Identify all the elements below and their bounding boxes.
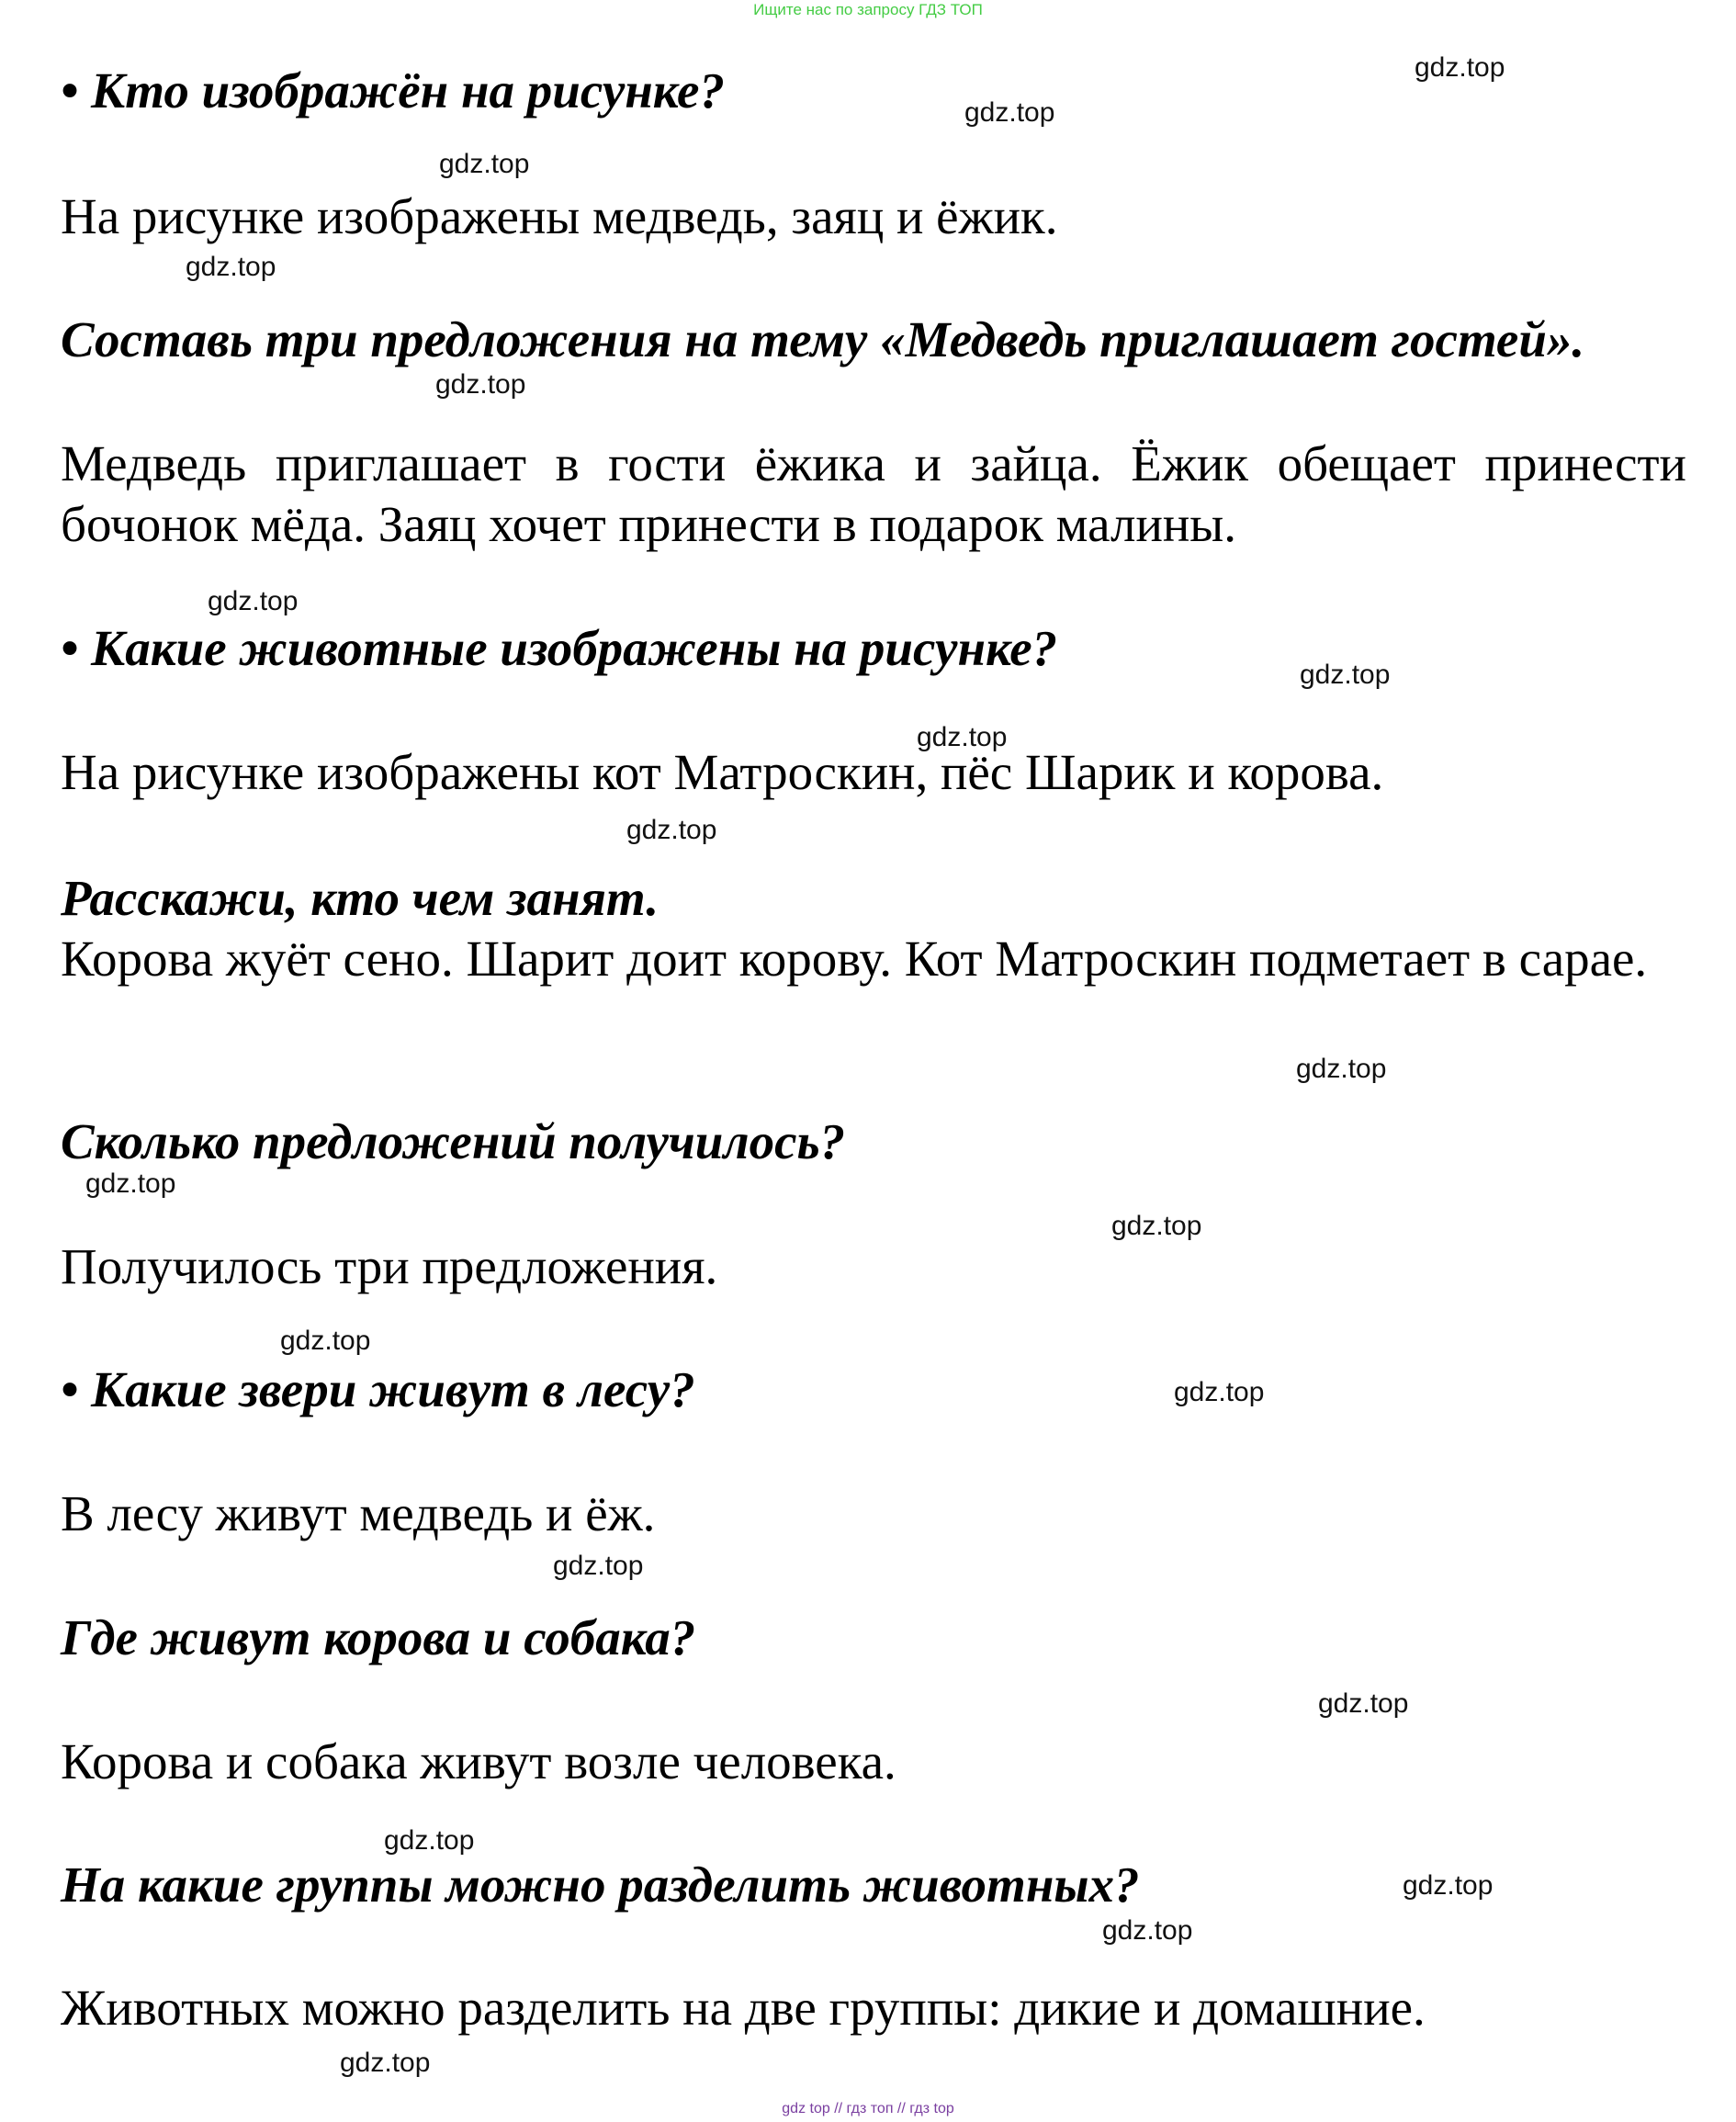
watermark: gdz.top — [1102, 1915, 1193, 1946]
answer-6: В лесу живут медведь и ёж. — [61, 1485, 656, 1541]
answer-7: Корова и собака живут возле человека. — [61, 1733, 896, 1789]
question-8: На какие группы можно разделить животных? — [61, 1857, 1140, 1913]
watermark: gdz.top — [384, 1825, 475, 1856]
answer-5: Получилось три предложения. — [61, 1238, 718, 1294]
answer-3: На рисунке изображены кот Матроскин, пёс Шарик и корова. — [61, 744, 1384, 800]
answer-4: Корова жуёт сено. Шарит доит корову. Кот Матроскин подметает в сарае. — [61, 931, 1648, 987]
question-1: • Кто изображён на рисунке? — [61, 62, 725, 119]
question-3: • Какие животные изображены на рисунке? — [61, 620, 1058, 676]
watermark: gdz.top — [1111, 1211, 1202, 1241]
watermark: gdz.top — [1300, 660, 1391, 690]
watermark: gdz.top — [1318, 1688, 1409, 1719]
watermark: gdz.top — [917, 722, 1008, 752]
watermark: gdz.top — [435, 369, 526, 400]
watermark: gdz.top — [964, 97, 1055, 128]
watermark: gdz.top — [439, 149, 530, 179]
watermark: gdz.top — [553, 1551, 644, 1581]
question-4: Расскажи, кто чем занят. — [61, 870, 659, 926]
question-7: Где живут корова и собака? — [61, 1609, 696, 1665]
search-banner[interactable]: Ищите нас по запросу ГДЗ ТОП — [753, 1, 983, 18]
watermark: gdz.top — [280, 1326, 371, 1356]
answer-1: На рисунке изображены медведь, заяц и ёжик. — [61, 188, 1058, 244]
watermark: gdz.top — [85, 1168, 176, 1199]
watermark: gdz.top — [186, 252, 276, 282]
watermark: gdz.top — [626, 815, 717, 845]
watermark: gdz.top — [1403, 1870, 1494, 1901]
watermark: gdz.top — [1415, 52, 1505, 83]
question-5: Сколько предложений получилось? — [61, 1113, 846, 1169]
footer-links[interactable]: gdz top // гдз топ // гдз top — [782, 2101, 954, 2116]
question-2: Составь три предложения на тему «Медведь приглашает гостей». — [61, 311, 1585, 367]
watermark: gdz.top — [208, 586, 299, 616]
watermark: gdz.top — [1296, 1054, 1387, 1084]
watermark: gdz.top — [340, 2048, 431, 2078]
question-6: • Какие звери живут в лесу? — [61, 1361, 695, 1417]
watermark: gdz.top — [1174, 1377, 1265, 1407]
answer-8: Животных можно разделить на две группы: дикие и домашние. — [61, 1980, 1426, 2036]
answer-2: Медведь приглашает в гости ёжика и зайца. Ёжик обещает принести бочонок мёда. Заяц хочет принести в подарок малины. — [61, 435, 1686, 552]
